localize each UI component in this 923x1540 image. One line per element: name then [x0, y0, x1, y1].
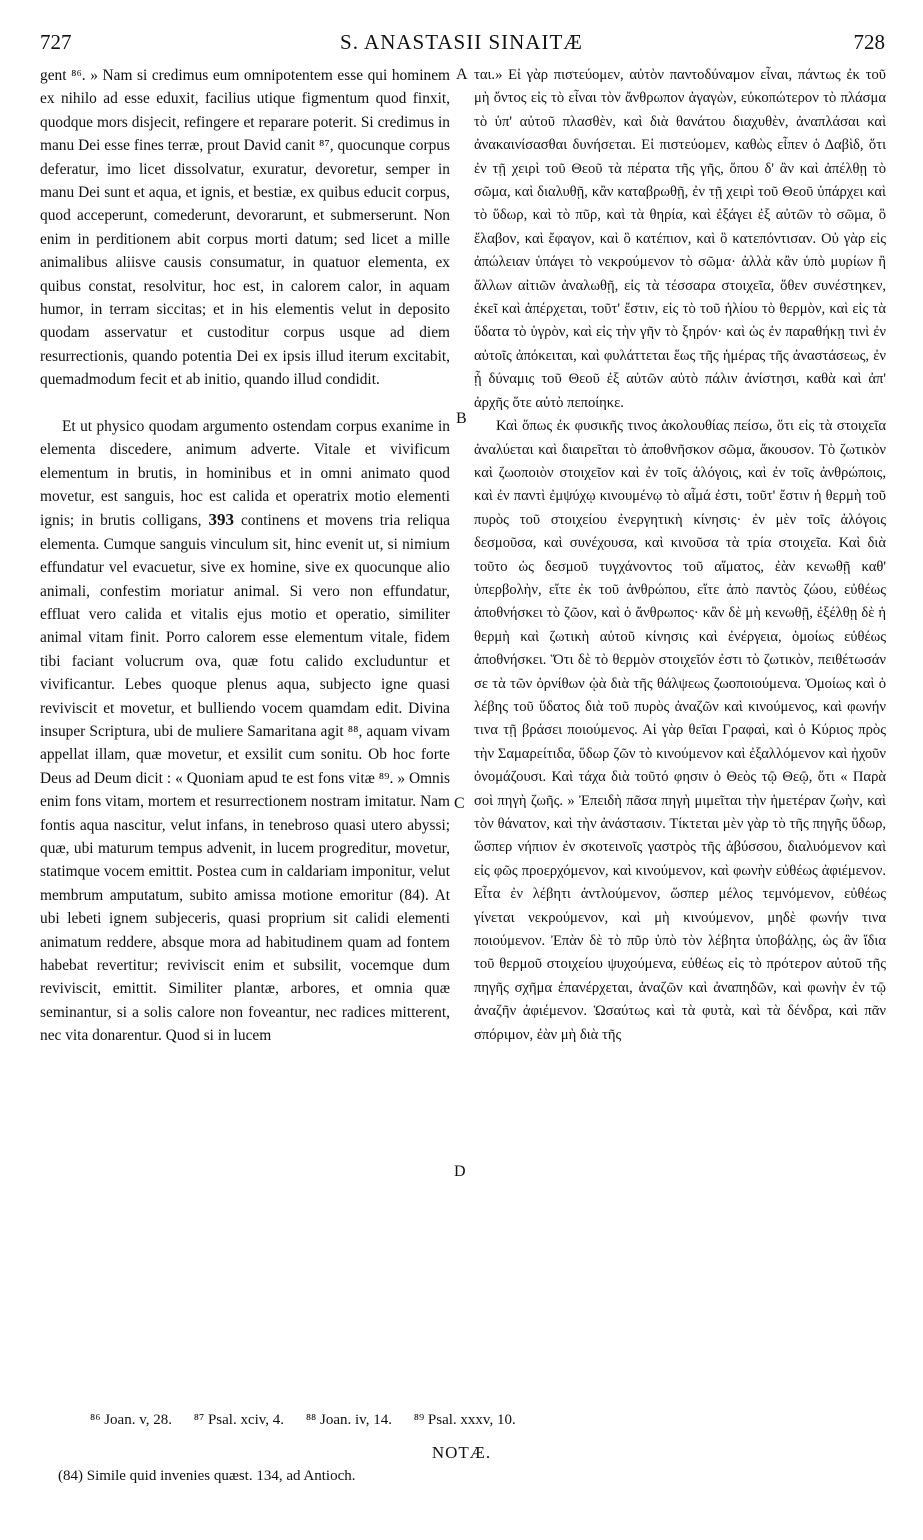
column-number: 393 [208, 510, 234, 530]
latin-column [40, 64, 450, 1048]
latin-paragraph-2-part-2: continens et movens tria reliqua elementa. Cumque sanguis vinculum sit, hinc evenit ut, si nimium effundatur vel evacuetur, sive ex homine, sive ex quocunque alio animali, confestim moriatur animal. Si vero non effundatur, effluat vero calida et vitalis ejus motio et operatio, similiter animal vitam finit. Porro calorem esse elementum vitale, fidem tibi faciant volucrum ova, quæ fotu calido excluduntur et vivificantur. Lebes quoque plenus aqua, subjecto igne quasi reviviscit et movetur, et bulliendo vocem quamdam edit. Divina insuper Scriptura, ubi de muliere Samaritana agit ⁸⁸, aquam vivam appellat illam, quæ movetur, et exsilit cum sonitu. Ob hoc forte Deus ad Deum dicit : « Quoniam apud te est fons vitæ ⁸⁹. » Omnis enim fons vitam, mortem et resurrectionem nostram imitatur. Nam fontis aqua nascitur, velut infans, in tenebroso quasi utero abyssi; quæ, ubi maturum tempus advenit, in lucem progreditur, movetur, statimque vocem emittit. Postea cum in caldariam imponitur, velut membrum amputatum, subito amissa motione emoritur (84). At ubi lebeti ignem subjeceris, quasi proprium sit calidi elementi animatum reddere, absque mora ad habitudinem quam ad fontem habebat revertitur; reviviscit enim et subsilit, vocemque dum reviviscit, emittit. Similiter plantæ, arbores, et omnia quæ seminantur, si a solis calore non foveantur, nec radices mitterent, nec vita donarentur. Quod si in lucem [40, 512, 450, 1045]
greek-paragraph-1: ται.» Εἰ γὰρ πιστεύομεν, αὐτὸν παντοδύναμον εἶναι, πάντως ἐκ τοῦ μὴ ὄντος εἰς τὸ εἶναι τὸν ἄνθρωπον ἀγαγὼν, εὐκοπώτερον τὸ πλάσμα τὸ ὑπ' αὐτοῦ πλασθὲν, καὶ διὰ θανάτου διαχυθὲν, ἀναπλάσαι καὶ ἀνακαινίσασθαι δυνήσεται. Εἰ πιστεύομεν, καθὼς εἶπεν ὁ Δαβὶδ, ὅτι ἐν τῇ χειρὶ τοῦ Θεοῦ τὰ πέρατα τῆς γῆς, ὅπου δ' ἂν καὶ ἀπέλθῃ τὸ σῶμα, καὶ διαλυθῇ, κἂν καταβρωθῇ, ἐν τῇ χειρὶ τοῦ Θεοῦ ὑπάρχει καὶ τὸ ὕδωρ, καὶ τὸ πῦρ, καὶ τὰ θηρία, καὶ ἐξάγει ἐξ αὐτῶν τὸ σῶμα, ὃ ἔλαβον, καὶ ἔφαγον, καὶ ὃ κατέπιον, καὶ ὃ κατεπόντισαν. Οὐ γὰρ εἰς ἀπώλειαν ὑπάγει τὸ νεκρούμενον τὸ σῶμα· ἀλλὰ κἂν ὑπὸ μυρίων ἢ ἄλλων αἰτιῶν ἀναλωθῇ, εἰς τὰ τέσσαρα στοιχεῖα, ὅθεν συνέστηκεν, ἐκεῖ καὶ ἀπέρχεται, τοῦτ' ἔστιν, εἰς τὸ τοῦ ἡλίου τὸ θερμὸν, καὶ εἰς τὰ ὕδατα τὸ ὑγρὸν, καὶ εἰς τὴν γῆν τὸ ξηρόν· καὶ ὡς ἐν παραθήκῃ τινὶ ἐν αὐτοῖς ἀπόκειται, καὶ φυλάττεται ἕως τῆς ἡμέρας τῆς ἀναστάσεως, ἐν ᾗ δύναμις τοῦ Θεοῦ ἐξ αὐτῶν αὐτὸ πάλιν ἀνίστησι, καθὰ καὶ ἀπ' ἀρχῆς ὅτε αὐτὸ πεποίηκε. [474, 67, 886, 411]
page-number-right: 728 [853, 30, 885, 54]
latin-paragraph-2 [40, 415, 450, 1048]
footnotes [90, 1412, 883, 1429]
greek-column [474, 64, 886, 1047]
footnote-86: ⁸⁶ Joan. v, 28. [90, 1412, 172, 1428]
page-number-left: 727 [40, 30, 72, 54]
section-marker-d: D [454, 1163, 466, 1180]
latin-paragraph-1: gent ⁸⁶. » Nam si credimus eum omnipotentem esse qui hominem ex nihilo ad esse eduxit, facilius utique figmentum quod finxit, quodque mors disjecit, refingere et reparare poterit. Si credimus in manu Dei esse fines terræ, prout David canit ⁸⁷, quocunque corpus deferatur, imo licet dissolvatur, exuratur, devoretur, semper in manu Dei sunt et aqua, et ignis, et bestiæ, ex quibus educit corpus, quod acceperunt, comederunt, devorarunt, et submerserunt. Non enim in perditionem abit corpus morti datum; sed licet a mille animalibus aliisve causis consumatur, in quatuor elementa, ex quibus constat, resolvitur, hoc est, in calorem calor, in aquam humor, in terram siccitas; et in his elementis velut in deposito quodam asservatur et custoditur corpus usque ad diem resurrectionis, quando potentia Dei ex ipsis illud iterum excitabit, quemadmodum fecit et ab initio, quando illud condidit. [40, 67, 450, 389]
section-marker-a: A [456, 66, 468, 83]
section-marker-b: B [456, 410, 467, 427]
footnote-88: ⁸⁸ Joan. iv, 14. [305, 1412, 392, 1428]
running-title: S. ANASTASII SINAITÆ [340, 30, 583, 54]
running-header [32, 30, 891, 56]
section-marker-c: C [454, 795, 465, 812]
latin-paragraph-2-part-1: Et ut physico quodam argumento ostendam corpus exanime in elementa discedere, animum adverte. Vitale et vivificum elementum in brutis, in hominibus et in omni animato quod movetur, est sanguis, hoc est calida et operatrix motio elementi ignis; in brutis colligans, [40, 417, 450, 530]
greek-paragraph-2: Καὶ ὅπως ἐκ φυσικῆς τινος ἀκολουθίας πείσω, ὅτι εἰς τὰ στοιχεῖα ἀναλύεται καὶ διαιρεῖται τὸ ἀποθνῆσκον σῶμα, ἄκουσον. Τὸ ζωτικὸν καὶ ζωοποιὸν στοιχεῖον καὶ ἐν τοῖς ἀλόγοις, καὶ ἐν τοῖς ἀνθρώποις, καὶ ἐν παντὶ ἐμψύχῳ κινουμένῳ τὸ αἷμά ἐστι, τοῦτ' ἔστιν ἡ θερμὴ τοῦ πυρὸς τοῦ στοιχείου ἐνεργητικὴ κίνησις· ἐν μὲν τοῖς ἀλόγοις δεσμοῦσα, καὶ συνέχουσα, καὶ κινοῦσα τὰ τρία στοιχεῖα. Καὶ διὰ τοῦτο ὡς δεσμοῦ τυγχάνοντος τοῦ αἵματος, ἐὰν κενωθῇ καθ' ὑπερβολὴν, εἴτε ἐκ τοῦ ἀνθρώπου, εἴτε ἀπὸ παντὸς ζώου, εὐθέως ἀποθνήσκει τὸ ζῶον, καὶ ὁ ἄνθρωπος· κἂν δὲ μὴ κενωθῇ, ἐξέλθῃ δὲ ἡ θερμὴ καὶ ζωτικὴ αὐτοῦ κίνησις καὶ ἐνέργεια, ὁμοίως εὐθέως ἀποθνήσκει. Ὅτι δὲ τὸ θερμὸν στοιχεῖόν ἐστι τὸ ζωτικὸν, πειθέτωσάν σε τὰ τῶν ὀρνίθων ᾠὰ διὰ τῆς θάλψεως ζωοποιούμενα. Ὁμοίως καὶ ὁ λέβης τοῦ ὕδατος διὰ τοῦ πυρὸς ἀναζῶν καὶ κινούμενος, καὶ φωνήν τινα τῇ βράσει ποιούμενος. Αἱ γὰρ θεῖαι Γραφαὶ, καὶ ὁ Κύριος πρὸς τὴν Σαμαρείτιδα, ὕδωρ ζῶν τὸ κινούμενον καὶ ἐξαλλόμενον καὶ ἠχοῦν ὀνομάζουσι. Καὶ τάχα διὰ τοῦτό φησιν ὁ Θεὸς τῷ Θεῷ, ὅτι « Παρὰ σοὶ πηγὴ ζωῆς. » Ἐπειδὴ πᾶσα πηγὴ μιμεῖται τὴν ἡμετέραν ζωὴν, καὶ τὸν θάνατον, καὶ τὴν ἀνάστασιν. Τίκτεται μὲν γὰρ τὸ τῆς πηγῆς ὕδωρ, ὥσπερ νήπιον ἐν σκοτεινοῖς γαστρὸς τῆς ἀβύσσου, διαλυόμενον καὶ εἰς φῶς προερχόμενον, καὶ κινούμενον, καὶ φωνὴν εὐθέως ἀφιέμενον. Εἶτα ἐν λέβητι ἀντλούμενον, ὥσπερ μέλος τεμνόμενον, εὐθέως γίνεται νεκρούμενον, καὶ μὴ κινούμενον, μηδὲ φωνήν τινα ποιούμενον. Ἐπὰν δὲ τὸ πῦρ ὑπὸ τὸν λέβητα ὑποβάλῃς, ὡς ἂν ἴδια τοῦ θερμοῦ στοιχείου ψυχούμενα, εὐθέως εἰς τὸ πρότερον αὐτοῦ τῆς πηγῆς σχῆμα ἐπανέρχεται, ἀναζῶν καὶ ἀναπηδῶν, καὶ φωνὴν ἐν τῷ ἀναζῆν ἀφιέμενον. Ὡσαύτως καὶ τὰ φυτὰ, καὶ τὰ δένδρα, καὶ πᾶν σπόριμον, ἐὰν μὴ διὰ τῆς [474, 418, 886, 1043]
footnote-89: ⁸⁹ Psal. xxxv, 10. [413, 1412, 516, 1428]
footnote-87: ⁸⁷ Psal. xciv, 4. [193, 1412, 285, 1428]
note-84: (84) Simile quid invenies quæst. 134, ad Antioch. [58, 1468, 356, 1484]
notes-heading: NOTÆ. [431, 1443, 492, 1462]
